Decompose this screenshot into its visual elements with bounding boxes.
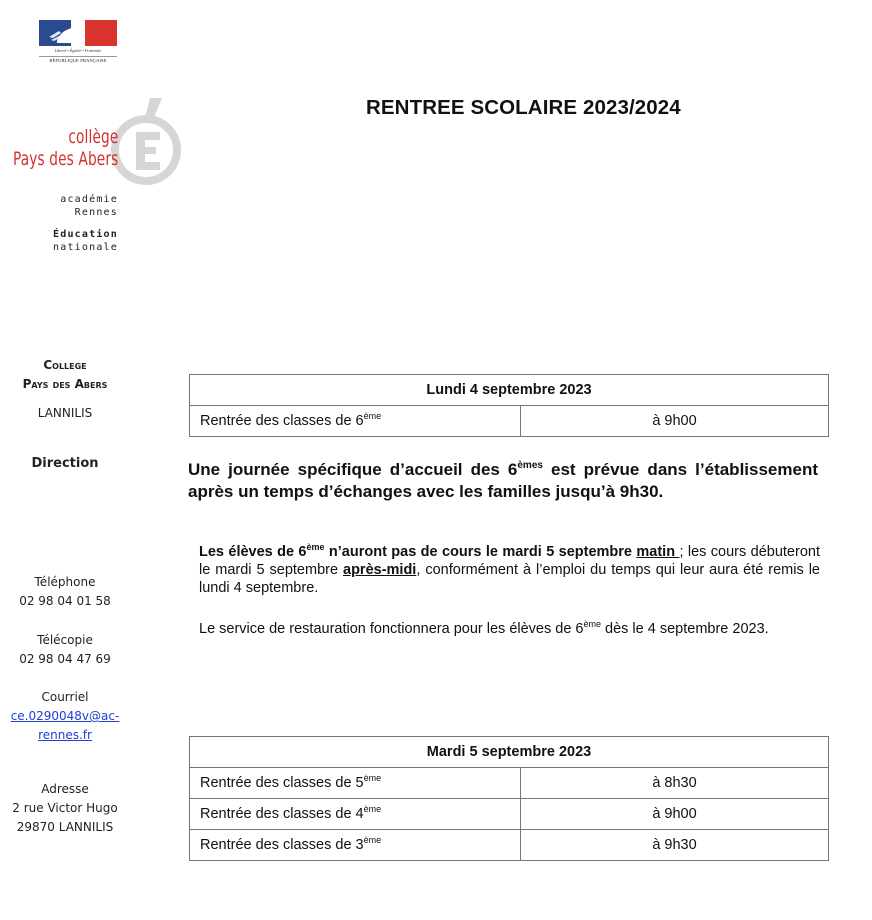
sidebar-department: Direction — [31, 456, 99, 471]
address-line1: 2 rue Victor Hugo — [12, 801, 118, 815]
row-label: Rentrée des classes de 6ème — [190, 406, 521, 437]
page-title: RENTREE SCOLAIRE 2023/2024 — [366, 96, 681, 119]
table-row — [190, 830, 829, 861]
email-label: Courriel — [41, 690, 89, 704]
phone-value: 02 98 04 01 58 — [19, 594, 111, 608]
table-row — [190, 799, 829, 830]
row-time: à 9h00 — [521, 406, 829, 437]
row-time: à 9h00 — [521, 799, 829, 830]
marianne-profile-icon — [47, 23, 73, 43]
email-link[interactable]: ce.0290048v@ac- rennes.fr — [10, 709, 120, 742]
row-time: à 8h30 — [521, 768, 829, 799]
republique-francaise-logo — [39, 20, 119, 68]
schedule-table-monday — [189, 374, 829, 437]
republic-motto: Liberté • Égalité • Fraternité — [54, 48, 102, 53]
row-label: Rentrée des classes de 3ème — [190, 830, 521, 861]
sidebar-email — [0, 688, 130, 745]
row-label: Rentrée des classes de 4ème — [190, 799, 521, 830]
sidebar-city: LANNILIS — [37, 406, 93, 420]
row-time: à 9h30 — [521, 830, 829, 861]
sidebar-phone — [0, 573, 130, 611]
no-class-paragraph: Les élèves de 6ème n’auront pas de cours le mardi 5 septembre matin ; les cours débuteront le mardi 5 septembre après-midi, conformément à l’emploi du temps qui leur aura été remis le lundi 4 septembre. — [199, 542, 820, 596]
table-row — [190, 406, 829, 437]
table-header: Mardi 5 septembre 2023 — [190, 737, 829, 768]
canteen-paragraph: Le service de restauration fonctionnera pour les élèves de 6ème dès le 4 septembre 2023. — [199, 619, 769, 637]
table-header: Lundi 4 septembre 2023 — [190, 375, 829, 406]
table-row — [190, 768, 829, 799]
fax-value: 02 98 04 47 69 — [19, 652, 111, 666]
address-line2: 29870 LANNILIS — [16, 820, 114, 834]
address-label: Adresse — [41, 782, 89, 796]
academie-label: académie Rennes — [60, 194, 118, 218]
fax-label: Télécopie — [37, 633, 93, 647]
college-name-logo-text: collège Pays des Abers — [12, 126, 118, 170]
republic-name: RÉPUBLIQUE FRANÇAISE — [39, 56, 117, 63]
welcome-day-paragraph: Une journée spécifique d’accueil des 6èmes est prévue dans l’établissement après un temps d’échanges avec les familles jusqu’à 9h30. — [188, 460, 818, 501]
schedule-table-tuesday — [189, 736, 829, 861]
sidebar-college-name: College Pays des Abers — [22, 358, 108, 391]
education-e-emblem-icon — [108, 96, 182, 186]
tricolor-flag-icon — [39, 20, 117, 46]
phone-label: Téléphone — [34, 575, 96, 589]
college-logo — [0, 90, 190, 270]
sidebar-fax — [0, 631, 130, 669]
row-label: Rentrée des classes de 5ème — [190, 768, 521, 799]
sidebar-address — [0, 780, 130, 837]
education-nationale-label: Éducation nationale — [53, 229, 118, 253]
